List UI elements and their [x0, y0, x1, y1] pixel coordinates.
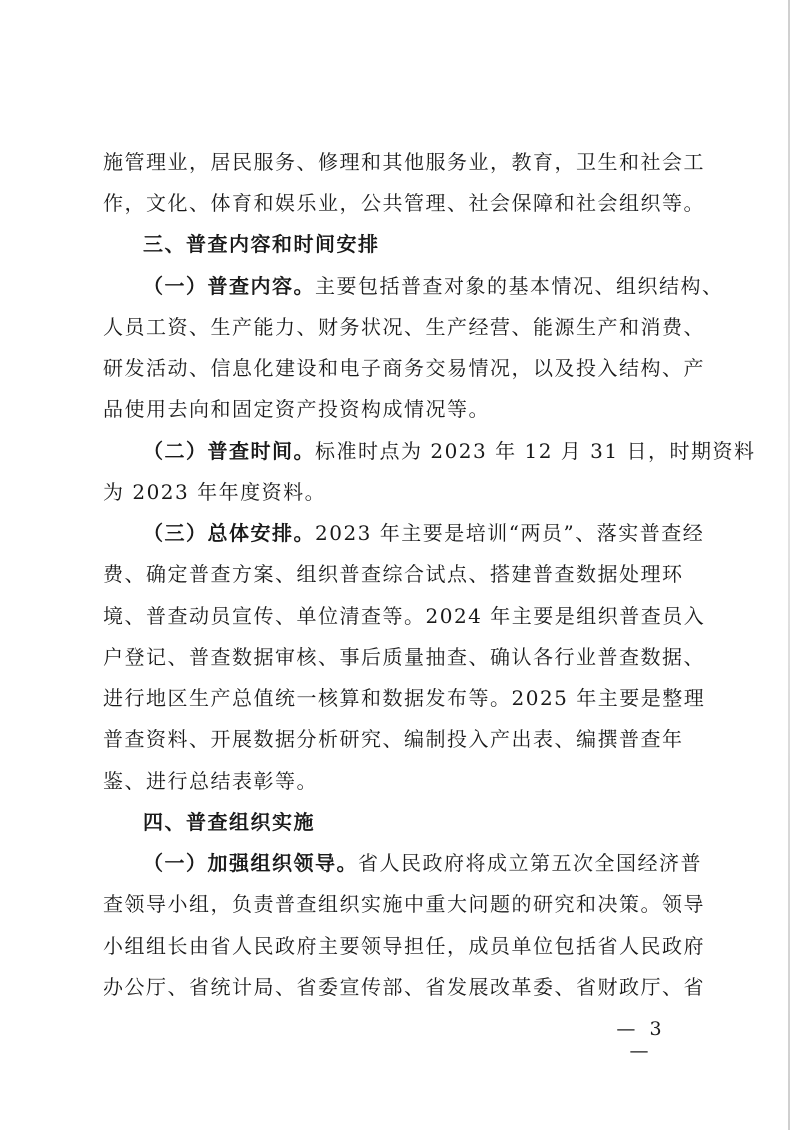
scan-edge: [788, 0, 790, 1130]
text-line: 人员工资、生产能力、财务状况、生产经营、能源生产和消费、: [103, 315, 705, 339]
text-line: 品使用去向和固定资产投资构成情况等。: [103, 397, 490, 421]
text-line: （一）加强组织领导。省人民政府将成立第五次全国经济普: [143, 851, 702, 875]
subheading: （一）普查内容。: [143, 274, 315, 298]
text-line: 施管理业，居民服务、修理和其他服务业，教育，卫生和社会工: [103, 150, 705, 174]
text-line: 为 2023 年年度资料。: [103, 480, 327, 504]
text-line: 研发活动、信息化建设和电子商务交易情况，以及投入结构、产: [103, 356, 705, 380]
text-line: 费、确定普查方案、组织普查综合试点、搭建普查数据处理环: [103, 562, 684, 586]
section-heading: 三、普查内容和时间安排: [143, 232, 380, 256]
text-line: 普查资料、开展数据分析研究、编制投入产出表、编撰普查年: [103, 727, 684, 751]
page-number: — 3 —: [616, 1018, 666, 1062]
text-line: 办公厅、省统计局、省委宣传部、省发展改革委、省财政厅、省: [103, 975, 705, 999]
text-line: 作，文化、体育和娱乐业，公共管理、社会保障和社会组织等。: [103, 191, 705, 215]
subheading: （一）加强组织领导。: [143, 851, 358, 875]
text-line: 小组组长由省人民政府主要领导担任，成员单位包括省人民政府: [103, 934, 705, 958]
text-line: （一）普查内容。主要包括普查对象的基本情况、组织结构、: [143, 274, 724, 298]
text-line: 查领导小组，负责普查组织实施中重大问题的研究和决策。领导: [103, 892, 705, 916]
subheading: （二）普查时间。: [143, 439, 315, 463]
text-line: （二）普查时间。标准时点为 2023 年 12 月 31 日，时期资料: [143, 439, 756, 463]
text-line: 鉴、进行总结表彰等。: [103, 769, 318, 793]
text-line: 户登记、普查数据审核、事后质量抽查、确认各行业普查数据、: [103, 645, 705, 669]
subheading: （三）总体安排。: [143, 521, 315, 545]
section-heading: 四、普查组织实施: [143, 810, 315, 834]
text-line: 进行地区生产总值统一核算和数据发布等。2025 年主要是整理: [103, 686, 706, 710]
text-line: 境、普查动员宣传、单位清查等。2024 年主要是组织普查员入: [103, 604, 706, 628]
text-line: （三）总体安排。2023 年主要是培训“两员”、落实普查经: [143, 521, 705, 545]
